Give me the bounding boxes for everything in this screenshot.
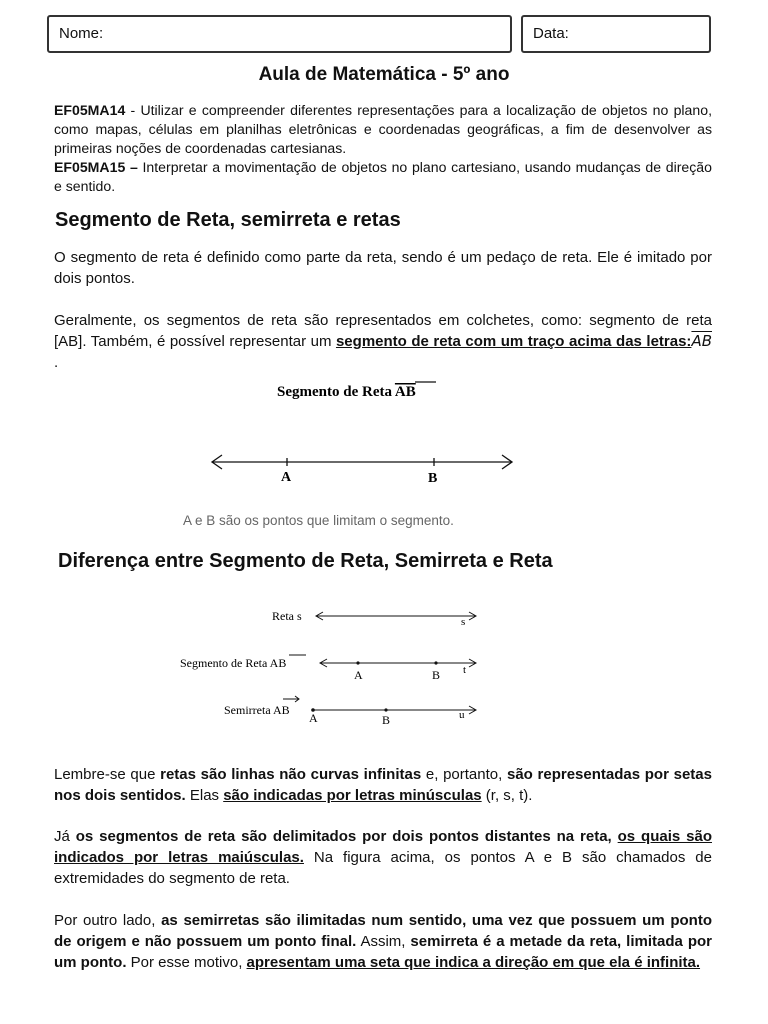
- text-run: Por esse motivo,: [126, 954, 247, 971]
- segment-point-b-label: B: [432, 668, 441, 682]
- section-heading-1: Segmento de Reta, semirreta e retas: [55, 209, 401, 231]
- point-b-label: B: [428, 471, 438, 486]
- comparison-figure: [170, 598, 500, 728]
- segment-name: t: [463, 664, 467, 676]
- objective-code: EF05MA15: [54, 159, 126, 175]
- text-run: Assim,: [356, 933, 411, 950]
- date-field: [521, 15, 711, 53]
- name-field: [47, 15, 512, 53]
- date-label: Data:: [533, 25, 569, 42]
- text-run: Elas: [185, 787, 224, 804]
- emphasis-underlined: apresentam uma seta que indica a direção em que ela é infinita.: [246, 954, 701, 971]
- section1-paragraph-2: Geralmente, os segmentos de reta são representados em colchetes, como: segmento de reta [AB]. Também, é possível representar um segmento de reta com um traço acima das $letras:\overline{AB}$ .: [54, 312, 712, 371]
- semirreta-point-b: [384, 708, 387, 711]
- point-a-label: A: [281, 470, 292, 485]
- emphasis: são representadas por setas nos dois sentidos.: [54, 766, 712, 804]
- figure-caption: A e B são os pontos que limitam o segmento.: [183, 513, 454, 528]
- objectives: [54, 101, 712, 196]
- name-label: Nome:: [59, 25, 104, 42]
- section2-paragraph-1: [54, 764, 712, 806]
- objective-2: EF05MA15 – Interpretar a movimentação de objetos no plano cartesiano, usando mudanças de direção e sentido.: [54, 159, 712, 194]
- text-run: Lembre-se que: [54, 766, 161, 783]
- segment-figure: [200, 375, 530, 495]
- emphasis-underlined: os quais são indicados por letras maiúsculas.: [54, 828, 712, 866]
- text-run: Na figura acima, os pontos A e B são chamados de extremidades do segmento de reta.: [54, 849, 712, 887]
- text-run: e, portanto,: [421, 766, 507, 783]
- segment-point-a-label: A: [354, 668, 363, 682]
- emphasis-underlined: são indicadas por letras minúsculas: [223, 787, 482, 804]
- emphasis: as semirretas são ilimitadas num sentido, uma vez que possuem um ponto de origem e não possuem um ponto final.: [54, 912, 713, 950]
- segment-point-b: [434, 661, 437, 664]
- section-heading-2: Diferença entre Segmento de Reta, Semirreta e Reta: [58, 550, 553, 572]
- reta-label: Reta s: [272, 609, 302, 623]
- emphasis: retas são linhas não curvas infinitas: [160, 766, 422, 783]
- semirreta-label: Semirreta AB: [224, 703, 290, 717]
- objective-text: Interpretar a movimentação de objetos no plano cartesiano, usando mudanças de direção e sentido.: [54, 159, 712, 194]
- emphasis: os segmentos de reta são delimitados por dois pontos distantes na reta,: [75, 828, 612, 845]
- page-title: Aula de Matemática - 5º ano: [258, 64, 510, 85]
- objective-1: EF05MA14 - Utilizar e compreender diferentes representações para a localização de objetos no plano, como mapas, células em planilhas eletrônicas e coordenadas geográficas, a fim de desenvolver as primeiras noções de coordenadas cartesianas.: [54, 102, 712, 156]
- semirreta-point-a-label: A: [309, 711, 318, 725]
- section1-paragraph-1: O segmento de reta é definido como parte da reta, sendo é um pedaço de reta. Ele é imitado por dois pontos.: [54, 249, 712, 287]
- section2-paragraph-3: [54, 910, 712, 973]
- text-run: Já: [54, 828, 76, 845]
- text-run: (r, s, t).: [481, 787, 533, 804]
- section2-paragraph-2: [54, 826, 712, 889]
- semirreta-name: u: [459, 709, 465, 721]
- overline-definition: segmento de reta com um traço acima das letras:: [335, 333, 692, 350]
- segment-point-a: [356, 661, 359, 664]
- semirreta-point-b-label: B: [382, 713, 391, 727]
- objective-code: EF05MA14: [54, 102, 126, 118]
- emphasis: semirreta é a metade da reta, limitada por um ponto.: [54, 933, 712, 971]
- overline-notation: $\overline{AB}$: [691, 332, 712, 350]
- text-run: Por outro lado,: [54, 912, 162, 929]
- objective-text: Utilizar e compreender diferentes representações para a localização de objetos no plano, como mapas, células em planilhas eletrônicas e coordenadas geográficas, a fim de desenvolver as primeiras noções de coordenadas cartesianas.: [54, 102, 712, 156]
- reta-name: s: [461, 616, 466, 628]
- segment-label: Segmento de Reta AB: [180, 656, 287, 670]
- figure-title: Segmento de Reta AB: [277, 384, 416, 400]
